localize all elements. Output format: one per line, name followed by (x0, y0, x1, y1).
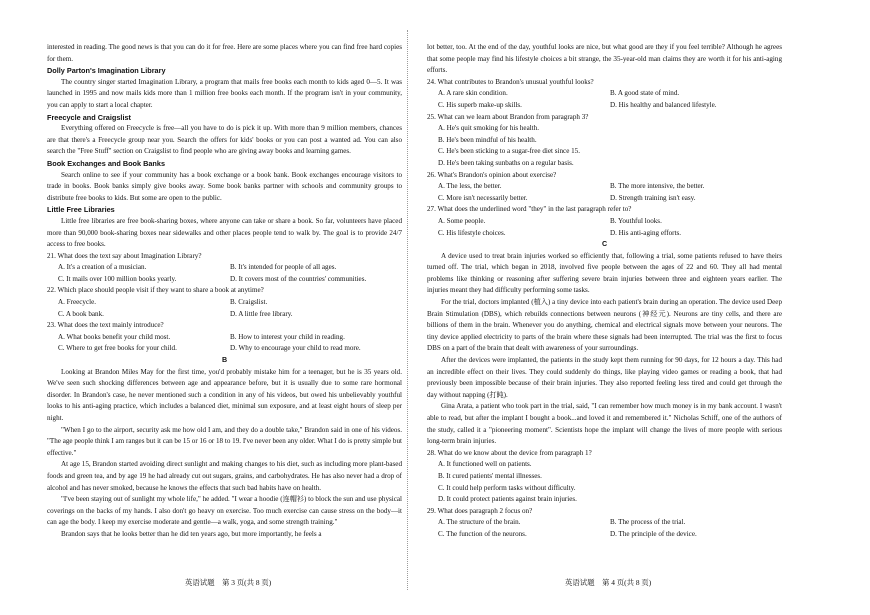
option: B. Youthful looks. (610, 216, 662, 225)
option: B. It cured patients' mental illnesses. (438, 471, 542, 480)
question-29-stem: 29. What does paragraph 2 focus on? (427, 506, 533, 515)
question-24-stem: 24. What contributes to Brandon's unusual youthful looks? (427, 77, 594, 86)
question-23-options (47, 332, 402, 355)
option: D. He's been taking sunbaths on a regular basis. (438, 158, 574, 167)
question-21-stem: 21. What does the text say about Imagination Library? (47, 251, 202, 260)
passage-b-paragraph: At age 15, Brandon started avoiding direct sunlight and making changes to his diet, such as including more plant-based foods and green tea, and by age 19 he had already cut out sugars, grains, and carbohydrates. He has also never had a drop of alcohol and has never smoked, because he knows the effects that such bad habits have on health. (47, 460, 402, 492)
left-page (47, 42, 402, 567)
question-21-options (47, 262, 402, 285)
option: B. Craigslist. (230, 298, 268, 307)
option: B. How to interest your child in reading. (230, 332, 345, 341)
option: A. Freecycle. (58, 298, 97, 307)
right-page (427, 42, 782, 567)
passage-b-paragraph: "I've been staying out of sunlight my whole life," he added. "I wear a hoodie (连帽衫) to block the sun and use physical coverings on the backs of my hands. I also don't go heavy on exercise. Too much exercise can cause stress on the body—it can age the body. I keep my exercise moderate and gentle—a walk, yoga, and some strength training." (47, 495, 402, 527)
option: A. Some people. (438, 216, 486, 225)
option: A. The structure of the brain. (438, 518, 521, 527)
option: D. His healthy and balanced lifestyle. (610, 100, 717, 109)
passage-b-continuation: lot better, too. At the end of the day, youthful looks are nice, but what good are they if you feel terrible? Although he agrees that some people may find his lifestyle choices a bit strange, the 35-year-old man claims they are worth it for his anti-aging efforts. (427, 43, 782, 75)
intro-paragraph: interested in reading. The good news is that you can do it for free. Here are some places where you can find free hard copies for them. (47, 43, 402, 63)
question-26-stem: 26. What's Brandon's opinion about exercise? (427, 170, 557, 179)
option: B. The process of the trial. (610, 518, 686, 527)
question-29-options (427, 517, 782, 540)
question-22-options (47, 297, 402, 320)
passage-b-paragraph: "When I go to the airport, security ask me how old I am, and they do a double take," Brandon said in one of his videos. "The age people think I am ranges but it can be 15 or 16 or 18 to 19. I've never been any older. What I do is pretty simple but effective." (47, 425, 402, 457)
option: C. It could help perform tasks without difficulty. (438, 483, 576, 492)
option: A. The less, the better. (438, 182, 502, 191)
option: D. It covers most of the countries' communities. (230, 274, 367, 283)
option: C. His lifestyle choices. (438, 228, 506, 237)
question-24-options (427, 88, 782, 111)
passage-c-paragraph: After the devices were implanted, the patients in the study kept them running for 90 days, for 12 hours a day. This had an incredible effect on their lives. They could suddenly do things, like playing video games or reading a book, that had previously been impossible because of their brain injuries. They also reported feeling less tired and could get through the day without napping (打盹). (427, 356, 782, 399)
section-body-book-exchanges: Search online to see if your community has a book exchange or a book bank. Book exchanges encourage visitors to trade in books. Book banks simply give books away. Some book banks partner with schools and community groups to distribute free books to kids. But some are open to the public. (47, 170, 402, 202)
question-23-stem: 23. What does the text mainly introduce? (47, 321, 164, 330)
option: D. A little free library. (230, 309, 293, 318)
option: C. Where to get free books for your child. (58, 344, 177, 353)
option: D. His anti-aging efforts. (610, 228, 681, 237)
option: C. His superb make-up skills. (438, 100, 522, 109)
section-heading-little-free-libraries: Little Free Libraries (47, 205, 115, 215)
question-28-options (427, 459, 782, 505)
option: D. Strength training isn't easy. (610, 193, 696, 202)
question-27-options (427, 216, 782, 239)
option: C. It mails over 100 million books yearly. (58, 274, 177, 283)
section-body-little-free-libraries: Little free libraries are free book-sharing boxes, where anyone can take or share a book. So far, volunteers have placed more than 90,000 book-sharing boxes near sidewalks and other places people tend to walk by. The goal is to provide 24/7 access to free books. (47, 216, 402, 249)
page-footer-right: 英语试题 第 4 页(共 8 页) (565, 578, 652, 587)
question-25-stem: 25. What can we learn about Brandon from paragraph 3? (427, 112, 589, 121)
question-25-options (427, 123, 782, 169)
passage-b-paragraph: Brandon says that he looks better than he did ten years ago, but more importantly, he feels a (61, 529, 322, 538)
section-heading-imagination-library: Dolly Parton's Imagination Library (47, 66, 166, 76)
passage-c-paragraph: A device used to treat brain injuries worked so efficiently that, following a trial, some patients refused to have theirs turned off. The trial, which began in 2018, involved five people between the ages of 22 and 60. They all had mental problems like thinking or reasoning after suffering severe brain injuries between three and eighteen years earlier. The injuries meant they had difficulty performing some tasks. (427, 251, 782, 295)
option: D. It could protect patients against brain injuries. (438, 495, 577, 504)
question-22-stem: 22. Which place should people visit if they want to share a book at anytime? (47, 286, 264, 295)
option: B. A good state of mind. (610, 89, 680, 98)
option: C. The function of the neurons. (438, 529, 527, 538)
option: C. A book bank. (58, 309, 104, 318)
option: A. It's a creation of a musician. (58, 263, 147, 272)
option: B. It's intended for people of all ages. (230, 263, 337, 272)
option: A. A rare skin condition. (438, 89, 508, 98)
section-b-label: B (221, 356, 228, 365)
option: C. He's been sticking to a sugar-free diet since 15. (438, 147, 580, 156)
question-28-stem: 28. What do we know about the device from paragraph 1? (427, 448, 592, 457)
option: B. The more intensive, the better. (610, 182, 705, 191)
page-divider (407, 30, 408, 590)
section-c-label: C (601, 240, 608, 249)
section-heading-freecycle: Freecycle and Craigslist (47, 112, 131, 122)
page-footer-left: 英语试题 第 3 页(共 8 页) (185, 578, 272, 587)
option: D. The principle of the device. (610, 529, 697, 538)
section-heading-book-exchanges: Book Exchanges and Book Banks (47, 158, 165, 168)
passage-c-paragraph: For the trial, doctors implanted (植入) a tiny device into each patient's brain during an operation. The device used Deep Brain Stimulation (DBS), which rebuilds connections between neurons (神经元). Neurons are tiny cells, and there are billions of them in the brain. Whenever you do anything, chemical and electrical signals move between your neurons. The tiny device applied electricity to parts of the brain where these signals had been interrupted. The trial was the first to focus DBS on a part of the brain that dealt with awareness of your surroundings. (427, 298, 782, 353)
option: C. More isn't necessarily better. (438, 193, 528, 202)
section-body-imagination-library: The country singer started Imagination Library, a program that mails free books each month to kids aged 0—5. It was launched in 1995 and now mails kids more than 1 million free books each month. If the program isn't in your community, you can apply to start a local chapter. (47, 77, 402, 109)
option: A. It functioned well on patients. (438, 460, 532, 469)
section-body-freecycle: Everything offered on Freecycle is free—all you have to do is pick it up. With more than 9 million members, chances are that there's a Freecycle group near you. Search the offers for kids' books or you can post a wanted ad. You can also search the "Free Stuff" section on Craigslist to find people who are giving away books and learning games. (47, 124, 402, 156)
option: A. What books benefit your child most. (58, 332, 171, 341)
option: B. He's been mindful of his health. (438, 135, 537, 144)
passage-b-paragraph: Looking at Brandon Miles May for the first time, you'd probably mistake him for a teenager, but he is 35 years old. We've seen such shocking differences between age and appearance before, but it is usually due to some rare hormonal disorder. In Brandon's case, he never mentioned such a condition in any of his videos, but owed his unbelievably youthful looks to his anti-aging practice, which includes a balanced diet, minimal sun exposure, and at least eight hours of sleep per night. (47, 367, 402, 422)
question-26-options (427, 181, 782, 204)
passage-c-paragraph: Gina Arata, a patient who took part in the trial, said, "I can remember how much money is in my bank account. I wasn't able to read, but after the implant I bought a book...and loved it and remembered it." Nicholas Schiff, one of the authors of the study, called it a "pioneering moment". Scientists hope the implant will change the lives of more people with serious long-term brain injuries. (427, 402, 782, 446)
option: A. He's quit smoking for his health. (438, 124, 539, 133)
question-27-stem: 27. What does the underlined word "they" in the last paragraph refer to? (427, 205, 632, 214)
option: D. Why to encourage your child to read more. (230, 344, 361, 353)
